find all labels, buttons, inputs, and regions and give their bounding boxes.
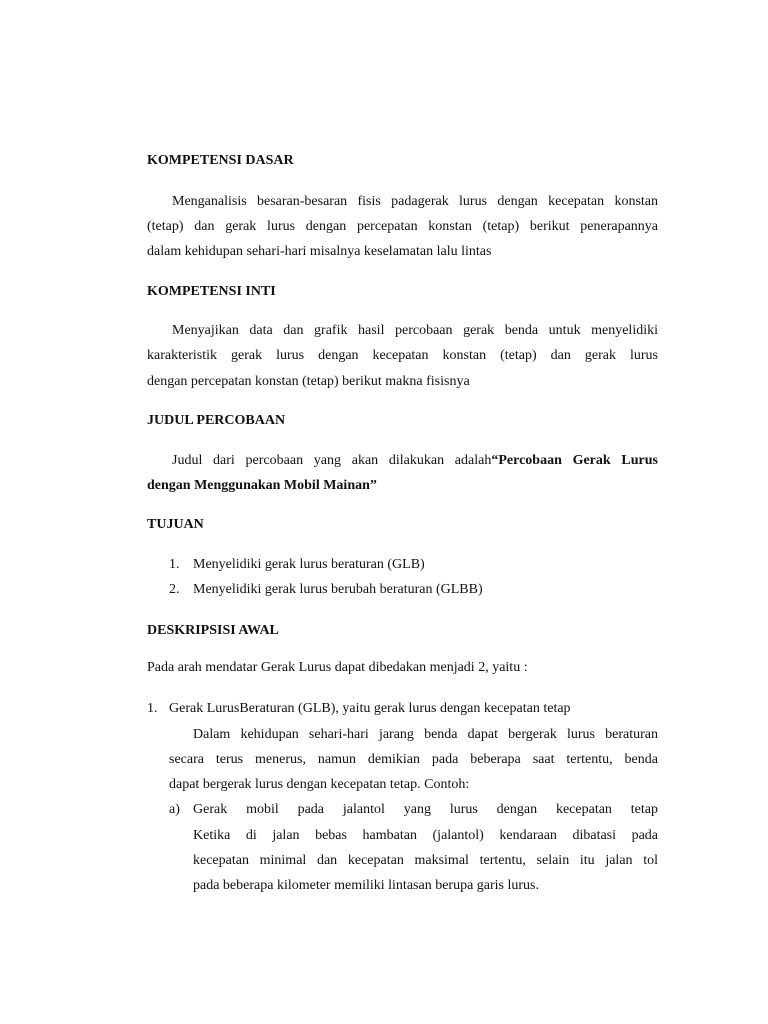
tujuan-item-text: Menyelidiki gerak lurus berubah beraturan (GLBB) (193, 582, 483, 597)
judul-title-part-2: dengan Menggunakan Mobil Mainan” (147, 478, 377, 493)
deskripsi-item-title: Gerak LurusBeraturan (GLB), yaitu gerak lurus dengan kecepatan tetap (169, 701, 571, 716)
glb-paragraph-line-1: Dalam kehidupan sehari-hari jarang benda dapat bergerak lurus beraturan (193, 727, 658, 742)
deskripsi-intro: Pada arah mendatar Gerak Lurus dapat dibedakan menjadi 2, yaitu : (147, 660, 528, 675)
heading-kompetensi-dasar: KOMPETENSI DASAR (147, 153, 294, 168)
tujuan-item-text: Menyelidiki gerak lurus beraturan (GLB) (193, 557, 425, 572)
ki-paragraph-line-1: Menyajikan data dan grafik hasil percobaan gerak benda untuk menyelidiki (172, 323, 658, 338)
heading-tujuan: TUJUAN (147, 517, 204, 532)
example-paragraph-line-1: Ketika di jalan bebas hambatan (jalantol) kendaraan dibatasi pada (193, 828, 658, 843)
judul-title-part-1: “Percobaan Gerak Lurus (491, 453, 658, 468)
kd-paragraph-line-2: (tetap) dan gerak lurus dengan percepatan konstan (tetap) berikut penerapannya (147, 219, 658, 234)
judul-text: Judul dari percobaan yang akan dilakukan adalah (172, 453, 492, 468)
deskripsi-item-number: 1. (147, 701, 158, 716)
heading-judul-percobaan: JUDUL PERCOBAAN (147, 413, 286, 428)
tujuan-item-number: 1. (169, 557, 180, 572)
heading-kompetensi-inti: KOMPETENSI INTI (147, 284, 276, 299)
example-paragraph-line-3: pada beberapa kilometer memiliki lintasan berupa garis lurus. (193, 878, 539, 893)
judul-paragraph-line-1 (172, 452, 658, 470)
example-paragraph-line-2: kecepatan minimal dan kecepatan maksimal tertentu, selain itu jalan tol (193, 853, 658, 868)
tujuan-item-number: 2. (169, 582, 180, 597)
glb-paragraph-line-2: secara terus menerus, namun demikian pada beberapa saat tertentu, benda (169, 752, 658, 767)
ki-paragraph-line-2: karakteristik gerak lurus dengan kecepatan konstan (tetap) dan gerak lurus (147, 348, 658, 363)
example-title: Gerak mobil pada jalantol yang lurus dengan kecepatan tetap (193, 802, 658, 817)
kd-paragraph-line-3: dalam kehidupan sehari-hari misalnya keselamatan lalu lintas (147, 244, 492, 259)
glb-paragraph-line-3: dapat bergerak lurus dengan kecepatan tetap. Contoh: (169, 777, 470, 792)
heading-deskripsi-awal: DESKRIPSISI AWAL (147, 623, 279, 638)
kd-paragraph-line-1: Menganalisis besaran-besaran fisis padagerak lurus dengan kecepatan konstan (172, 194, 658, 209)
ki-paragraph-line-3: dengan percepatan konstan (tetap) berikut makna fisisnya (147, 374, 470, 389)
example-number: a) (169, 802, 180, 817)
